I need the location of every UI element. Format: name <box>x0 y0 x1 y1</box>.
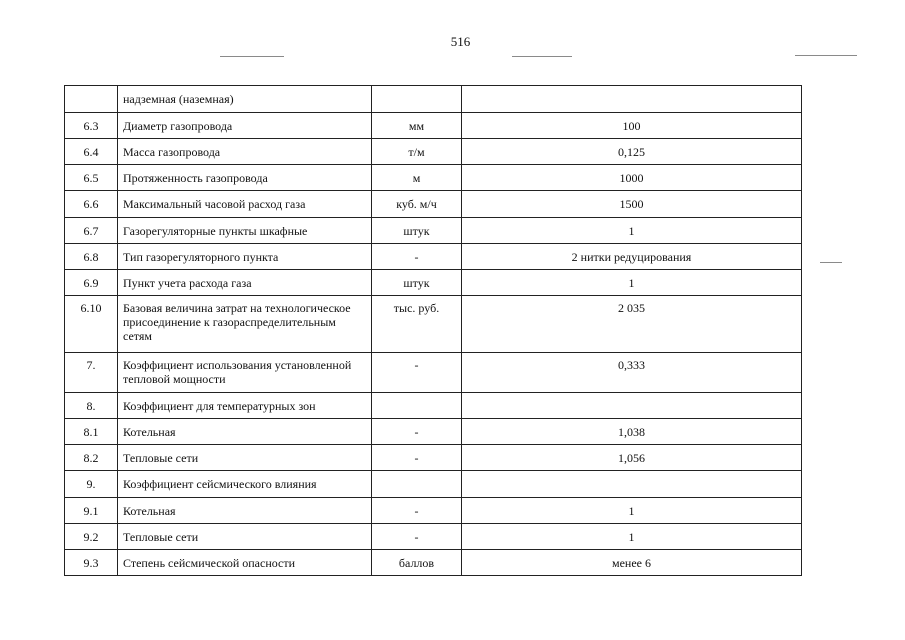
row-name-cell: Протяженность газопровода <box>118 165 372 191</box>
row-unit-cell: - <box>372 524 462 550</box>
row-value-cell: 1,056 <box>462 445 802 471</box>
row-number-cell: 9. <box>65 471 118 498</box>
table-row <box>65 471 802 498</box>
row-value-cell: менее 6 <box>462 550 802 576</box>
row-name-cell: Газорегуляторные пункты шкафные <box>118 218 372 244</box>
row-number-cell: 9.1 <box>65 498 118 524</box>
table-row <box>65 113 802 139</box>
row-name-cell: Степень сейсмической опасности <box>118 550 372 576</box>
table-row <box>65 191 802 218</box>
row-value-cell: 1 <box>462 218 802 244</box>
row-number-cell <box>65 86 118 113</box>
row-value-cell <box>462 471 802 498</box>
row-name-cell: Тепловые сети <box>118 524 372 550</box>
row-value-cell: 0,125 <box>462 139 802 165</box>
table-row <box>65 550 802 576</box>
row-value-cell: 100 <box>462 113 802 139</box>
row-name-cell: Коэффициент сейсмического влияния <box>118 471 372 498</box>
row-name-cell: Коэффициент для температурных зон <box>118 393 372 419</box>
row-value-cell: 1000 <box>462 165 802 191</box>
row-number-cell: 7. <box>65 353 118 393</box>
row-unit-cell: м <box>372 165 462 191</box>
row-unit-cell: - <box>372 498 462 524</box>
row-name-cell: Тип газорегуляторного пункта <box>118 244 372 270</box>
table-row <box>65 498 802 524</box>
row-number-cell: 6.6 <box>65 191 118 218</box>
page-number: 516 <box>450 34 471 49</box>
row-unit-cell: штук <box>372 270 462 296</box>
row-number-cell: 6.9 <box>65 270 118 296</box>
scan-speck <box>795 55 857 56</box>
row-value-cell: 1 <box>462 270 802 296</box>
row-number-cell: 6.3 <box>65 113 118 139</box>
row-unit-cell: куб. м/ч <box>372 191 462 218</box>
row-value-cell: 1500 <box>462 191 802 218</box>
row-name-cell: Диаметр газопровода <box>118 113 372 139</box>
row-number-cell: 8. <box>65 393 118 419</box>
scan-speck <box>220 56 284 57</box>
table-row <box>65 165 802 191</box>
table-row <box>65 524 802 550</box>
table-row <box>65 419 802 445</box>
row-number-cell: 6.10 <box>65 296 118 353</box>
row-name-cell: Базовая величина затрат на технологическое присоединение к газораспределительным сетям <box>118 296 372 353</box>
table-row <box>65 353 802 393</box>
table-row <box>65 139 802 165</box>
row-number-cell: 6.4 <box>65 139 118 165</box>
row-name-cell: Масса газопровода <box>118 139 372 165</box>
spec-table-body <box>65 86 802 576</box>
row-value-cell: 0,333 <box>462 353 802 393</box>
table-row <box>65 218 802 244</box>
row-name-cell: Пункт учета расхода газа <box>118 270 372 296</box>
scan-speck <box>512 56 572 57</box>
row-name-cell: Коэффициент использования установленной тепловой мощности <box>118 353 372 393</box>
row-value-cell: 1,038 <box>462 419 802 445</box>
row-unit-cell <box>372 471 462 498</box>
row-number-cell: 6.8 <box>65 244 118 270</box>
spec-table-container <box>64 85 801 576</box>
row-number-cell: 9.3 <box>65 550 118 576</box>
row-name-cell: Котельная <box>118 419 372 445</box>
row-number-cell: 6.5 <box>65 165 118 191</box>
table-row <box>65 296 802 353</box>
row-value-cell: 2 035 <box>462 296 802 353</box>
row-unit-cell: - <box>372 445 462 471</box>
row-unit-cell: мм <box>372 113 462 139</box>
row-name-cell: Максимальный часовой расход газа <box>118 191 372 218</box>
row-value-cell: 2 нитки редуцирования <box>462 244 802 270</box>
row-unit-cell: тыс. руб. <box>372 296 462 353</box>
row-unit-cell: - <box>372 419 462 445</box>
row-name-cell: Тепловые сети <box>118 445 372 471</box>
row-unit-cell: - <box>372 244 462 270</box>
row-number-cell: 8.2 <box>65 445 118 471</box>
row-unit-cell: т/м <box>372 139 462 165</box>
scan-speck <box>820 262 842 263</box>
table-row <box>65 393 802 419</box>
spec-table <box>64 85 802 576</box>
row-number-cell: 9.2 <box>65 524 118 550</box>
row-number-cell: 8.1 <box>65 419 118 445</box>
row-unit-cell: штук <box>372 218 462 244</box>
row-value-cell: 1 <box>462 524 802 550</box>
row-name-cell: надземная (наземная) <box>118 86 372 113</box>
table-row <box>65 244 802 270</box>
row-value-cell <box>462 393 802 419</box>
row-name-cell: Котельная <box>118 498 372 524</box>
table-row <box>65 270 802 296</box>
row-unit-cell <box>372 393 462 419</box>
row-value-cell <box>462 86 802 113</box>
row-unit-cell: баллов <box>372 550 462 576</box>
row-unit-cell: - <box>372 353 462 393</box>
row-number-cell: 6.7 <box>65 218 118 244</box>
table-row <box>65 445 802 471</box>
row-unit-cell <box>372 86 462 113</box>
table-row <box>65 86 802 113</box>
row-value-cell: 1 <box>462 498 802 524</box>
